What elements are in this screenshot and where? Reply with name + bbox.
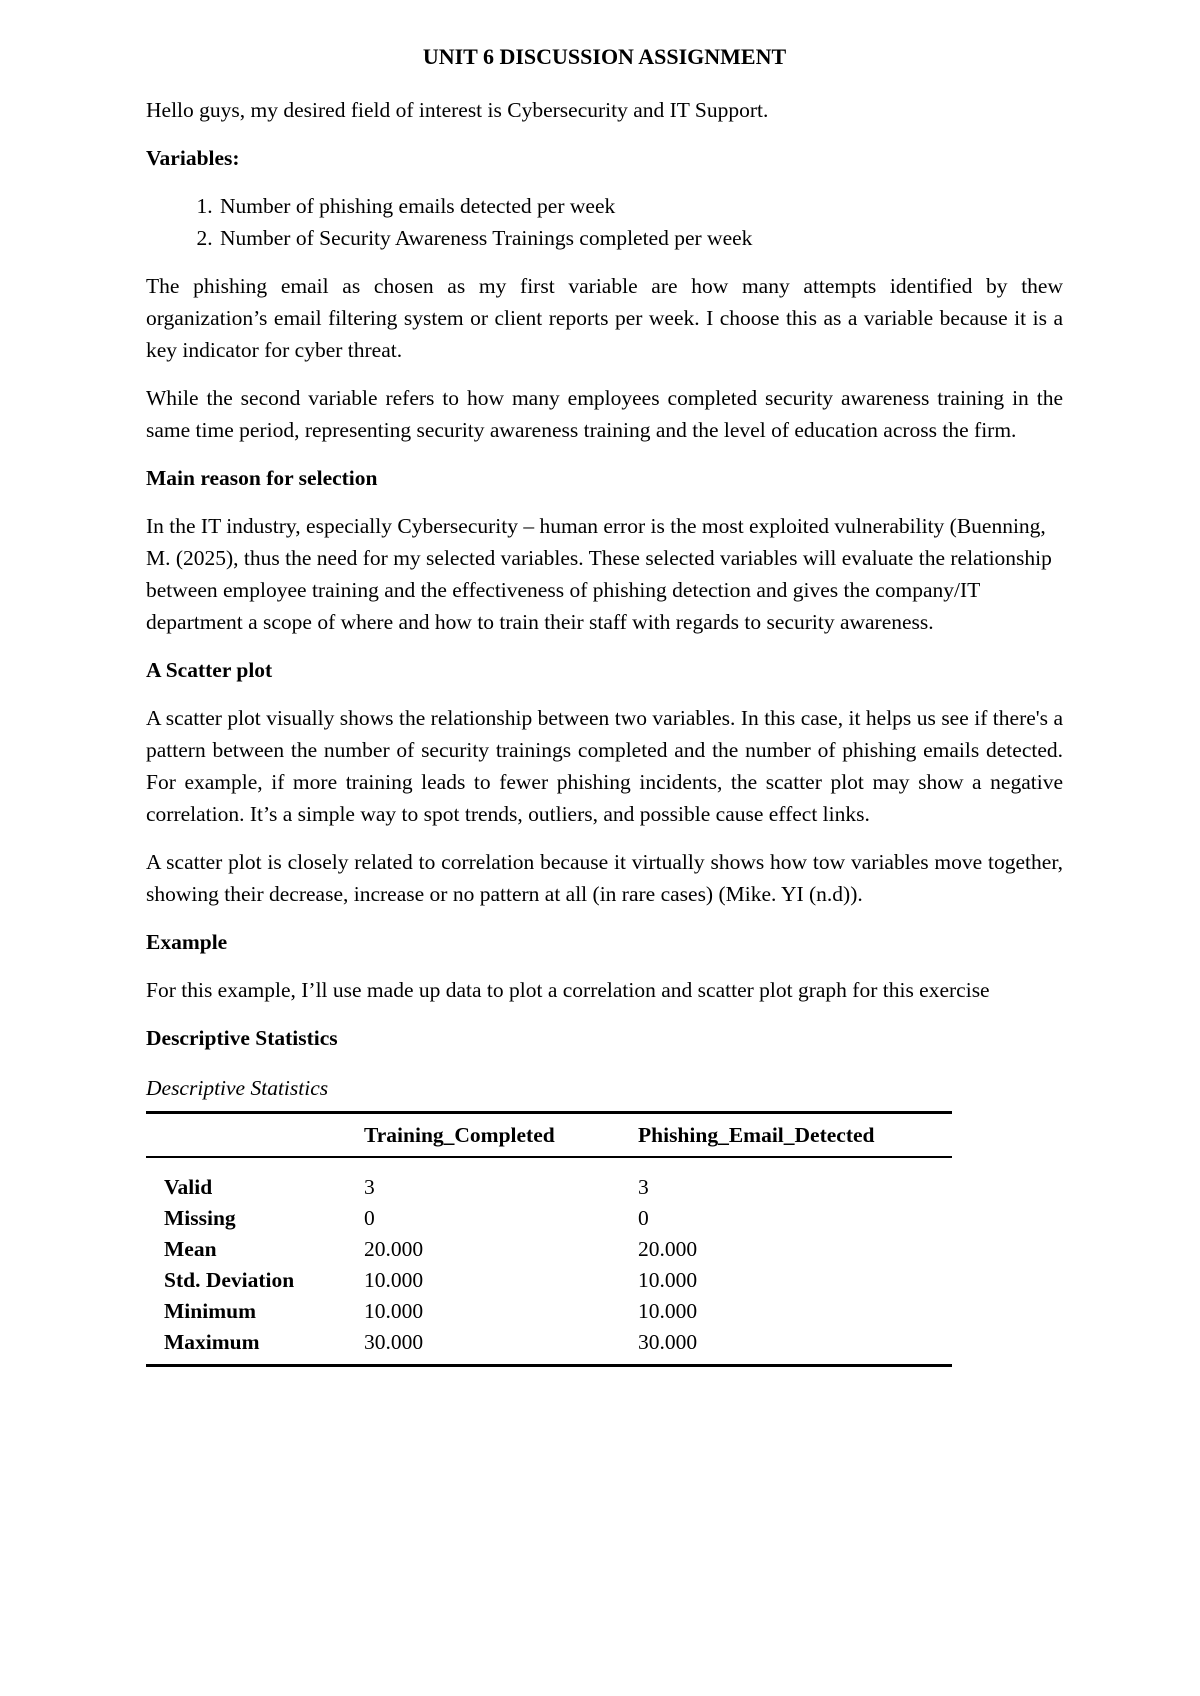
row-label: Mean [164, 1237, 217, 1261]
table-row [146, 1203, 952, 1234]
scatter-paragraph-1: A scatter plot visually shows the relationship between two variables. In this case, it helps us see if there's a pattern between the number of security trainings completed and the number of phishing emails detected. For example, if more training leads to fewer phishing incidents, the scatter plot may show a negative correlation. It’s a simple way to spot trends, outliers, and possible cause effect links. [146, 706, 1063, 826]
table-header-training: Training_Completed [364, 1113, 638, 1158]
row-label: Std. Deviation [164, 1268, 295, 1292]
example-heading: Example [146, 930, 228, 954]
document-page [146, 44, 1063, 1367]
table-row [146, 1265, 952, 1296]
document-title: UNIT 6 DISCUSSION ASSIGNMENT [422, 44, 787, 69]
phishing-value: 10.000 [638, 1299, 698, 1323]
scatter-paragraph-2: A scatter plot is closely related to correlation because it virtually shows how tow variables move together, showing their decrease, increase or no pattern at all (in rare cases) (Mike. YI (n.d)). [146, 850, 1063, 906]
training-value: 10.000 [364, 1299, 424, 1323]
training-value: 0 [364, 1206, 375, 1230]
main-reason-heading: Main reason for selection [146, 466, 378, 490]
table-row [146, 1234, 952, 1265]
training-value: 20.000 [364, 1237, 424, 1261]
table-row [146, 1327, 952, 1366]
intro-paragraph: Hello guys, my desired field of interest is Cybersecurity and IT Support. [146, 98, 769, 122]
training-value: 3 [364, 1175, 375, 1199]
variables-heading: Variables: [146, 146, 240, 170]
variable2-paragraph: While the second variable refers to how many employees completed security awareness training in the same time period, representing security awareness training and the level of education across the firm. [146, 386, 1063, 442]
row-label: Valid [164, 1175, 213, 1199]
variable1-paragraph: The phishing email as chosen as my first variable are how many attempts identified by thew organization’s email filtering system or client reports per week. I choose this as a variable because it is a key indicator for cyber threat. [146, 274, 1063, 362]
training-value: 10.000 [364, 1268, 424, 1292]
row-label: Minimum [164, 1299, 256, 1323]
table-caption: Descriptive Statistics [146, 1076, 329, 1100]
example-paragraph: For this example, I’ll use made up data to plot a correlation and scatter plot graph for this exercise [146, 978, 990, 1002]
row-label: Missing [164, 1206, 236, 1230]
table-row [146, 1157, 952, 1203]
main-reason-paragraph: In the IT industry, especially Cybersecurity – human error is the most exploited vulnerability (Buenning, M. (2025), thus the need for my selected variables. These selected variables will evaluate the relationship between employee training and the effectiveness of phishing detection and gives the company/IT department a scope of where and how to train their staff with regards to security awareness. [146, 514, 1052, 634]
scatter-heading: A Scatter plot [146, 658, 273, 682]
phishing-value: 30.000 [638, 1327, 952, 1366]
phishing-value: 3 [638, 1175, 649, 1199]
list-item: 2. Number of Security Awareness Trainings completed per week [218, 222, 1063, 254]
row-label: Maximum [146, 1327, 364, 1366]
table-row [146, 1296, 952, 1327]
variables-list [146, 190, 1063, 254]
phishing-value: 0 [638, 1206, 649, 1230]
descriptive-statistics-table [146, 1111, 952, 1367]
table-header-phishing: Phishing_Email_Detected [638, 1113, 952, 1158]
table-header-row [146, 1113, 952, 1158]
training-value: 30.000 [364, 1327, 638, 1366]
phishing-value: 20.000 [638, 1237, 698, 1261]
descriptive-heading: Descriptive Statistics [146, 1026, 338, 1050]
list-item: 1. Number of phishing emails detected per week [218, 190, 1063, 222]
table-header-empty [146, 1113, 364, 1158]
phishing-value: 10.000 [638, 1268, 698, 1292]
